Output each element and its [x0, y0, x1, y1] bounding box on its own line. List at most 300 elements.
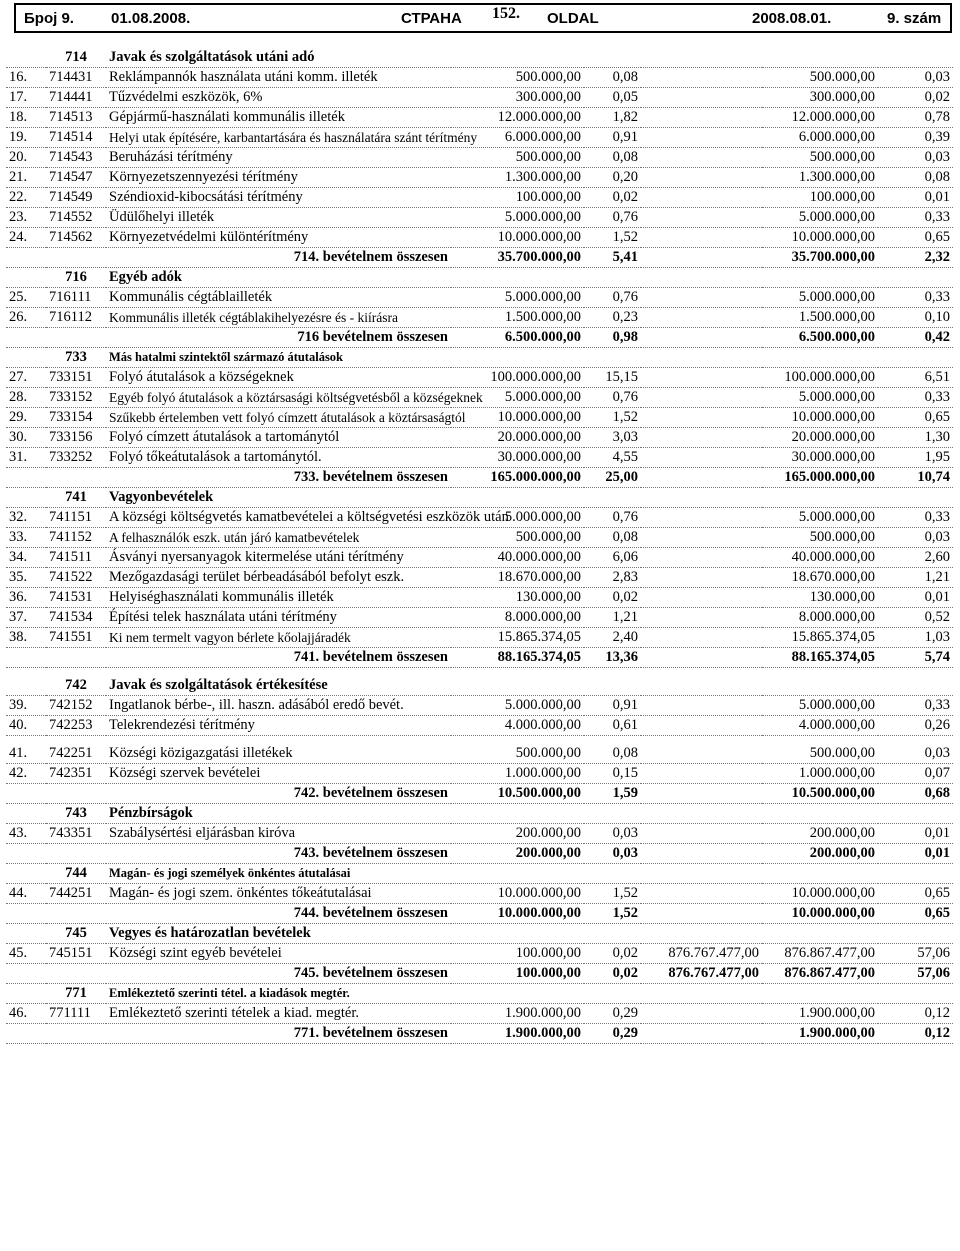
row-number — [6, 924, 46, 944]
total-percent-cell: 0,01 — [878, 188, 953, 208]
total-amount-cell: 10.000.000,00 — [762, 228, 878, 248]
other-sources-cell — [641, 228, 762, 248]
row-number: 33. — [6, 528, 46, 548]
amount-cell: 10.000.000,00 — [451, 904, 584, 924]
percent-cell: 3,03 — [584, 428, 641, 448]
table-row — [6, 408, 953, 428]
subtotal-row — [6, 468, 953, 488]
total-amount-cell: 500.000,00 — [762, 528, 878, 548]
table-row — [6, 508, 953, 528]
economic-code: 741531 — [46, 588, 106, 608]
total-amount-cell: 500.000,00 — [762, 744, 878, 764]
subtotal-row — [6, 784, 953, 804]
percent-cell: 13,36 — [584, 648, 641, 668]
economic-code: 743351 — [46, 824, 106, 844]
percent-cell: 1,59 — [584, 784, 641, 804]
other-sources-cell — [641, 68, 762, 88]
table-row — [6, 208, 953, 228]
percent-cell: 0,29 — [584, 1024, 641, 1044]
page-number: 152. — [492, 5, 520, 22]
row-number: 26. — [6, 308, 46, 328]
total-amount-cell: 1.900.000,00 — [762, 1024, 878, 1044]
group-name: Egyéb adók — [106, 268, 953, 288]
item-description: Községi közigazgatási illetékek — [106, 744, 451, 764]
economic-code: 741151 — [46, 508, 106, 528]
subtotal-label: 714. bevételnem összesen — [6, 248, 451, 268]
total-amount-cell: 40.000.000,00 — [762, 548, 878, 568]
subtotal-label: 744. bevételnem összesen — [6, 904, 451, 924]
item-description: A felhasználók eszk. után járó kamatbevételek — [106, 528, 451, 548]
table-row — [6, 744, 953, 764]
total-amount-cell: 20.000.000,00 — [762, 428, 878, 448]
group-name: Javak és szolgáltatások utáni adó — [106, 48, 953, 68]
group-name: Emlékeztető szerinti tétel. a kiadások megtér. — [106, 984, 953, 1004]
issue-label-cyrillic: Број 9. — [24, 10, 74, 27]
total-amount-cell: 1.900.000,00 — [762, 1004, 878, 1024]
item-description: Folyó címzett átutalások a tartománytól — [106, 428, 451, 448]
total-percent-cell: 0,03 — [878, 148, 953, 168]
total-amount-cell: 1.300.000,00 — [762, 168, 878, 188]
table-row — [6, 1004, 953, 1024]
total-percent-cell: 0,65 — [878, 408, 953, 428]
amount-cell: 1.000.000,00 — [451, 764, 584, 784]
total-percent-cell: 0,39 — [878, 128, 953, 148]
group-header-row — [6, 864, 953, 884]
row-number: 17. — [6, 88, 46, 108]
row-number — [6, 864, 46, 884]
table-row — [6, 128, 953, 148]
amount-cell: 500.000,00 — [451, 744, 584, 764]
table-row — [6, 608, 953, 628]
date-right: 2008.08.01. — [752, 10, 832, 27]
other-sources-cell — [641, 468, 762, 488]
item-description: Tűzvédelmi eszközök, 6% — [106, 88, 451, 108]
percent-cell: 0,02 — [584, 944, 641, 964]
total-percent-cell: 0,12 — [878, 1024, 953, 1044]
total-percent-cell: 0,68 — [878, 784, 953, 804]
amount-cell: 10.000.000,00 — [451, 228, 584, 248]
percent-cell: 5,41 — [584, 248, 641, 268]
percent-cell: 0,08 — [584, 744, 641, 764]
amount-cell: 100.000,00 — [451, 964, 584, 984]
total-percent-cell: 0,42 — [878, 328, 953, 348]
amount-cell: 12.000.000,00 — [451, 108, 584, 128]
revenue-table — [6, 48, 953, 1044]
item-description: A községi költségvetés kamatbevételei a költségvetési eszközök után — [106, 508, 451, 528]
table-row — [6, 388, 953, 408]
row-number — [6, 804, 46, 824]
total-percent-cell: 57,06 — [878, 944, 953, 964]
row-number: 24. — [6, 228, 46, 248]
revenue-table-body — [6, 48, 953, 1044]
row-number: 19. — [6, 128, 46, 148]
percent-cell: 25,00 — [584, 468, 641, 488]
percent-cell: 1,82 — [584, 108, 641, 128]
total-percent-cell: 10,74 — [878, 468, 953, 488]
percent-cell: 0,76 — [584, 288, 641, 308]
other-sources-cell — [641, 784, 762, 804]
subtotal-label: 733. bevételnem összesen — [6, 468, 451, 488]
percent-cell: 1,52 — [584, 408, 641, 428]
total-amount-cell: 18.670.000,00 — [762, 568, 878, 588]
row-number: 36. — [6, 588, 46, 608]
total-amount-cell: 15.865.374,05 — [762, 628, 878, 648]
other-sources-cell — [641, 628, 762, 648]
amount-cell: 10.000.000,00 — [451, 408, 584, 428]
item-description: Helyiséghasználati kommunális illeték — [106, 588, 451, 608]
row-number — [6, 268, 46, 288]
item-description: Környezetszennyezési térítmény — [106, 168, 451, 188]
other-sources-cell — [641, 608, 762, 628]
table-row — [6, 428, 953, 448]
amount-cell: 6.500.000,00 — [451, 328, 584, 348]
percent-cell: 4,55 — [584, 448, 641, 468]
item-description: Gépjármű-használati kommunális illeték — [106, 108, 451, 128]
economic-code: 714543 — [46, 148, 106, 168]
other-sources-cell — [641, 548, 762, 568]
total-percent-cell: 0,33 — [878, 208, 953, 228]
percent-cell: 2,40 — [584, 628, 641, 648]
total-percent-cell: 0,03 — [878, 68, 953, 88]
percent-cell: 0,08 — [584, 148, 641, 168]
total-amount-cell: 1.000.000,00 — [762, 764, 878, 784]
amount-cell: 1.900.000,00 — [451, 1004, 584, 1024]
other-sources-cell: 876.767.477,00 — [641, 964, 762, 984]
spacer-cell — [6, 668, 953, 677]
total-amount-cell: 5.000.000,00 — [762, 208, 878, 228]
page-label-hungarian: OLDAL — [547, 10, 599, 27]
row-number: 41. — [6, 744, 46, 764]
row-number: 44. — [6, 884, 46, 904]
group-code: 771 — [46, 984, 106, 1004]
total-percent-cell: 0,78 — [878, 108, 953, 128]
economic-code: 733156 — [46, 428, 106, 448]
amount-cell: 35.700.000,00 — [451, 248, 584, 268]
total-percent-cell: 0,01 — [878, 588, 953, 608]
amount-cell: 500.000,00 — [451, 528, 584, 548]
subtotal-row — [6, 248, 953, 268]
row-number: 46. — [6, 1004, 46, 1024]
amount-cell: 6.000.000,00 — [451, 128, 584, 148]
row-number — [6, 984, 46, 1004]
economic-code: 714514 — [46, 128, 106, 148]
total-percent-cell: 0,65 — [878, 904, 953, 924]
row-number: 31. — [6, 448, 46, 468]
amount-cell: 40.000.000,00 — [451, 548, 584, 568]
table-row — [6, 68, 953, 88]
economic-code: 733151 — [46, 368, 106, 388]
total-amount-cell: 200.000,00 — [762, 824, 878, 844]
amount-cell: 88.165.374,05 — [451, 648, 584, 668]
group-name: Pénzbírságok — [106, 804, 953, 824]
item-description: Egyéb folyó átutalások a köztársasági költségvetésből a községeknek — [106, 388, 451, 408]
total-amount-cell: 4.000.000,00 — [762, 716, 878, 736]
table-row — [6, 168, 953, 188]
percent-cell: 0,76 — [584, 508, 641, 528]
row-number: 29. — [6, 408, 46, 428]
row-number — [6, 48, 46, 68]
subtotal-label: 745. bevételnem összesen — [6, 964, 451, 984]
total-amount-cell: 500.000,00 — [762, 68, 878, 88]
percent-cell: 0,91 — [584, 696, 641, 716]
amount-cell: 5.000.000,00 — [451, 696, 584, 716]
economic-code: 741511 — [46, 548, 106, 568]
total-amount-cell: 8.000.000,00 — [762, 608, 878, 628]
item-description: Reklámpannók használata utáni komm. illeték — [106, 68, 451, 88]
other-sources-cell — [641, 188, 762, 208]
other-sources-cell — [641, 824, 762, 844]
economic-code: 745151 — [46, 944, 106, 964]
row-number: 16. — [6, 68, 46, 88]
other-sources-cell — [641, 1004, 762, 1024]
row-number: 28. — [6, 388, 46, 408]
group-code: 714 — [46, 48, 106, 68]
total-amount-cell: 130.000,00 — [762, 588, 878, 608]
total-amount-cell: 10.000.000,00 — [762, 904, 878, 924]
other-sources-cell — [641, 408, 762, 428]
total-amount-cell: 10.500.000,00 — [762, 784, 878, 804]
total-percent-cell: 57,06 — [878, 964, 953, 984]
group-header-row — [6, 268, 953, 288]
item-description: Folyó átutalások a községeknek — [106, 368, 451, 388]
spacer-row — [6, 736, 953, 745]
total-percent-cell: 0,03 — [878, 744, 953, 764]
item-description: Községi szervek bevételei — [106, 764, 451, 784]
economic-code: 733152 — [46, 388, 106, 408]
group-code: 733 — [46, 348, 106, 368]
percent-cell: 15,15 — [584, 368, 641, 388]
group-header-row — [6, 348, 953, 368]
total-amount-cell: 200.000,00 — [762, 844, 878, 864]
percent-cell: 0,98 — [584, 328, 641, 348]
item-description: Beruházási térítmény — [106, 148, 451, 168]
percent-cell: 0,03 — [584, 844, 641, 864]
percent-cell: 0,02 — [584, 964, 641, 984]
group-code: 742 — [46, 676, 106, 696]
group-header-row — [6, 804, 953, 824]
other-sources-cell — [641, 308, 762, 328]
total-amount-cell: 30.000.000,00 — [762, 448, 878, 468]
percent-cell: 0,61 — [584, 716, 641, 736]
percent-cell: 1,21 — [584, 608, 641, 628]
row-number: 38. — [6, 628, 46, 648]
total-amount-cell: 300.000,00 — [762, 88, 878, 108]
total-amount-cell: 500.000,00 — [762, 148, 878, 168]
total-percent-cell: 0,33 — [878, 388, 953, 408]
row-number: 27. — [6, 368, 46, 388]
total-percent-cell: 1,95 — [878, 448, 953, 468]
economic-code: 741522 — [46, 568, 106, 588]
other-sources-cell — [641, 168, 762, 188]
row-number — [6, 348, 46, 368]
amount-cell: 5.000.000,00 — [451, 388, 584, 408]
total-amount-cell: 6.000.000,00 — [762, 128, 878, 148]
other-sources-cell — [641, 696, 762, 716]
subtotal-row — [6, 844, 953, 864]
other-sources-cell — [641, 88, 762, 108]
total-amount-cell: 5.000.000,00 — [762, 696, 878, 716]
row-number: 35. — [6, 568, 46, 588]
total-amount-cell: 100.000.000,00 — [762, 368, 878, 388]
percent-cell: 1,52 — [584, 904, 641, 924]
total-amount-cell: 6.500.000,00 — [762, 328, 878, 348]
amount-cell: 20.000.000,00 — [451, 428, 584, 448]
other-sources-cell — [641, 904, 762, 924]
subtotal-label: 771. bevételnem összesen — [6, 1024, 451, 1044]
item-description: Szabálysértési eljárásban kiróva — [106, 824, 451, 844]
percent-cell: 0,02 — [584, 188, 641, 208]
other-sources-cell — [641, 368, 762, 388]
total-percent-cell: 5,74 — [878, 648, 953, 668]
table-row — [6, 716, 953, 736]
economic-code: 741551 — [46, 628, 106, 648]
total-percent-cell: 0,33 — [878, 508, 953, 528]
group-name: Más hatalmi szintektől származó átutalások — [106, 348, 953, 368]
row-number: 39. — [6, 696, 46, 716]
other-sources-cell — [641, 508, 762, 528]
subtotal-label: 741. bevételnem összesen — [6, 648, 451, 668]
economic-code: 744251 — [46, 884, 106, 904]
total-percent-cell: 1,21 — [878, 568, 953, 588]
total-amount-cell: 5.000.000,00 — [762, 508, 878, 528]
other-sources-cell — [641, 744, 762, 764]
table-row — [6, 148, 953, 168]
total-percent-cell: 0,01 — [878, 824, 953, 844]
total-amount-cell: 5.000.000,00 — [762, 288, 878, 308]
table-row — [6, 528, 953, 548]
group-name: Magán- és jogi személyek önkéntes átutalásai — [106, 864, 953, 884]
other-sources-cell — [641, 108, 762, 128]
amount-cell: 1.500.000,00 — [451, 308, 584, 328]
amount-cell: 100.000,00 — [451, 188, 584, 208]
amount-cell: 200.000,00 — [451, 844, 584, 864]
item-description: Helyi utak építésére, karbantartására és használatára szánt térítmény — [106, 128, 451, 148]
spacer-row — [6, 668, 953, 677]
group-code: 745 — [46, 924, 106, 944]
group-header-row — [6, 676, 953, 696]
economic-code: 714547 — [46, 168, 106, 188]
percent-cell: 0,03 — [584, 824, 641, 844]
economic-code: 742351 — [46, 764, 106, 784]
subtotal-row — [6, 904, 953, 924]
item-description: Szűkebb értelemben vett folyó címzett átutalások a köztársaságtól — [106, 408, 451, 428]
economic-code: 742251 — [46, 744, 106, 764]
percent-cell: 0,05 — [584, 88, 641, 108]
total-percent-cell: 0,10 — [878, 308, 953, 328]
total-percent-cell: 0,33 — [878, 696, 953, 716]
economic-code: 716112 — [46, 308, 106, 328]
amount-cell: 100.000.000,00 — [451, 368, 584, 388]
other-sources-cell — [641, 588, 762, 608]
amount-cell: 18.670.000,00 — [451, 568, 584, 588]
other-sources-cell — [641, 208, 762, 228]
total-percent-cell: 2,60 — [878, 548, 953, 568]
row-number: 20. — [6, 148, 46, 168]
economic-code: 714549 — [46, 188, 106, 208]
percent-cell: 0,15 — [584, 764, 641, 784]
economic-code: 714552 — [46, 208, 106, 228]
amount-cell: 5.000.000,00 — [451, 288, 584, 308]
row-number — [6, 488, 46, 508]
other-sources-cell — [641, 128, 762, 148]
date-left: 01.08.2008. — [111, 10, 191, 27]
amount-cell: 100.000,00 — [451, 944, 584, 964]
total-percent-cell: 0,52 — [878, 608, 953, 628]
table-row — [6, 588, 953, 608]
percent-cell: 6,06 — [584, 548, 641, 568]
other-sources-cell — [641, 844, 762, 864]
table-row — [6, 628, 953, 648]
economic-code: 741152 — [46, 528, 106, 548]
amount-cell: 4.000.000,00 — [451, 716, 584, 736]
amount-cell: 500.000,00 — [451, 68, 584, 88]
item-description: Kommunális cégtáblailleték — [106, 288, 451, 308]
total-amount-cell: 876.867.477,00 — [762, 944, 878, 964]
amount-cell: 5.000.000,00 — [451, 508, 584, 528]
total-percent-cell: 0,07 — [878, 764, 953, 784]
amount-cell: 5.000.000,00 — [451, 208, 584, 228]
amount-cell: 10.500.000,00 — [451, 784, 584, 804]
other-sources-cell — [641, 568, 762, 588]
percent-cell: 0,91 — [584, 128, 641, 148]
item-description: Ingatlanok bérbe-, ill. haszn. adásából eredő bevét. — [106, 696, 451, 716]
percent-cell: 1,52 — [584, 884, 641, 904]
total-percent-cell: 1,03 — [878, 628, 953, 648]
amount-cell: 15.865.374,05 — [451, 628, 584, 648]
row-number: 21. — [6, 168, 46, 188]
item-description: Ásványi nyersanyagok kitermelése utáni térítmény — [106, 548, 451, 568]
total-percent-cell: 0,26 — [878, 716, 953, 736]
table-row — [6, 944, 953, 964]
row-number: 40. — [6, 716, 46, 736]
percent-cell: 0,76 — [584, 208, 641, 228]
percent-cell: 0,08 — [584, 528, 641, 548]
economic-code: 714562 — [46, 228, 106, 248]
subtotal-row — [6, 648, 953, 668]
other-sources-cell — [641, 148, 762, 168]
economic-code: 771111 — [46, 1004, 106, 1024]
group-name: Javak és szolgáltatások értékesítése — [106, 676, 953, 696]
row-number: 22. — [6, 188, 46, 208]
total-amount-cell: 88.165.374,05 — [762, 648, 878, 668]
economic-code: 714513 — [46, 108, 106, 128]
subtotal-label: 743. bevételnem összesen — [6, 844, 451, 864]
total-percent-cell: 0,33 — [878, 288, 953, 308]
table-row — [6, 884, 953, 904]
table-row — [6, 368, 953, 388]
amount-cell: 1.300.000,00 — [451, 168, 584, 188]
row-number: 23. — [6, 208, 46, 228]
amount-cell: 300.000,00 — [451, 88, 584, 108]
group-header-row — [6, 488, 953, 508]
row-number — [6, 676, 46, 696]
other-sources-cell — [641, 884, 762, 904]
economic-code: 742152 — [46, 696, 106, 716]
other-sources-cell — [641, 248, 762, 268]
table-row — [6, 88, 953, 108]
total-amount-cell: 10.000.000,00 — [762, 884, 878, 904]
other-sources-cell — [641, 648, 762, 668]
total-amount-cell: 35.700.000,00 — [762, 248, 878, 268]
total-percent-cell: 1,30 — [878, 428, 953, 448]
table-row — [6, 448, 953, 468]
economic-code: 716111 — [46, 288, 106, 308]
item-description: Ki nem termelt vagyon bérlete kőolajjáradék — [106, 628, 451, 648]
row-number: 32. — [6, 508, 46, 528]
total-amount-cell: 165.000.000,00 — [762, 468, 878, 488]
amount-cell: 10.000.000,00 — [451, 884, 584, 904]
subtotal-row — [6, 1024, 953, 1044]
